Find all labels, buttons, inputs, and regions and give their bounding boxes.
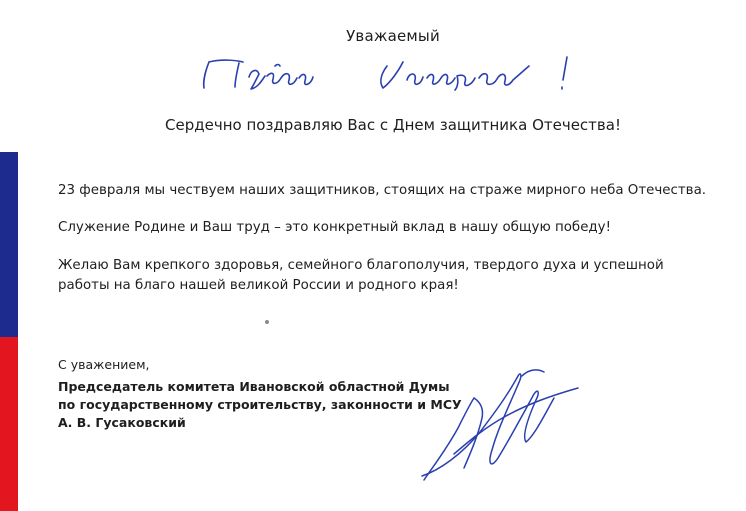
signature [410,358,600,488]
greeting: Уважаемый [346,27,440,45]
flag-stripe-blue [0,152,18,337]
scan-speck [265,320,269,324]
paragraph-3: Желаю Вам крепкого здоровья, семейного благополучия, твердого духа и успешной работы на благо нашей великой России и родного края! [58,258,664,293]
signer-title-line-2: по государственному строительству, законности и МСУ [58,397,462,412]
signer-name: А. В. Гусаковский [58,415,186,430]
flag-stripe-red [0,337,18,511]
signoff: С уважением, [58,357,150,372]
paragraph-1: 23 февраля мы чествуем наших защитников, стоящих на страже мирного неба Отечества. [58,183,707,198]
handwritten-name [195,52,595,94]
signer-title-line-1: Председатель комитета Ивановской областной Думы [58,379,450,394]
signer-block [58,378,462,432]
headline: Сердечно поздравляю Вас с Днем защитника Отечества! [165,116,621,134]
paragraph-2: Служение Родине и Ваш труд – это конкретный вклад в нашу общую победу! [58,220,611,235]
